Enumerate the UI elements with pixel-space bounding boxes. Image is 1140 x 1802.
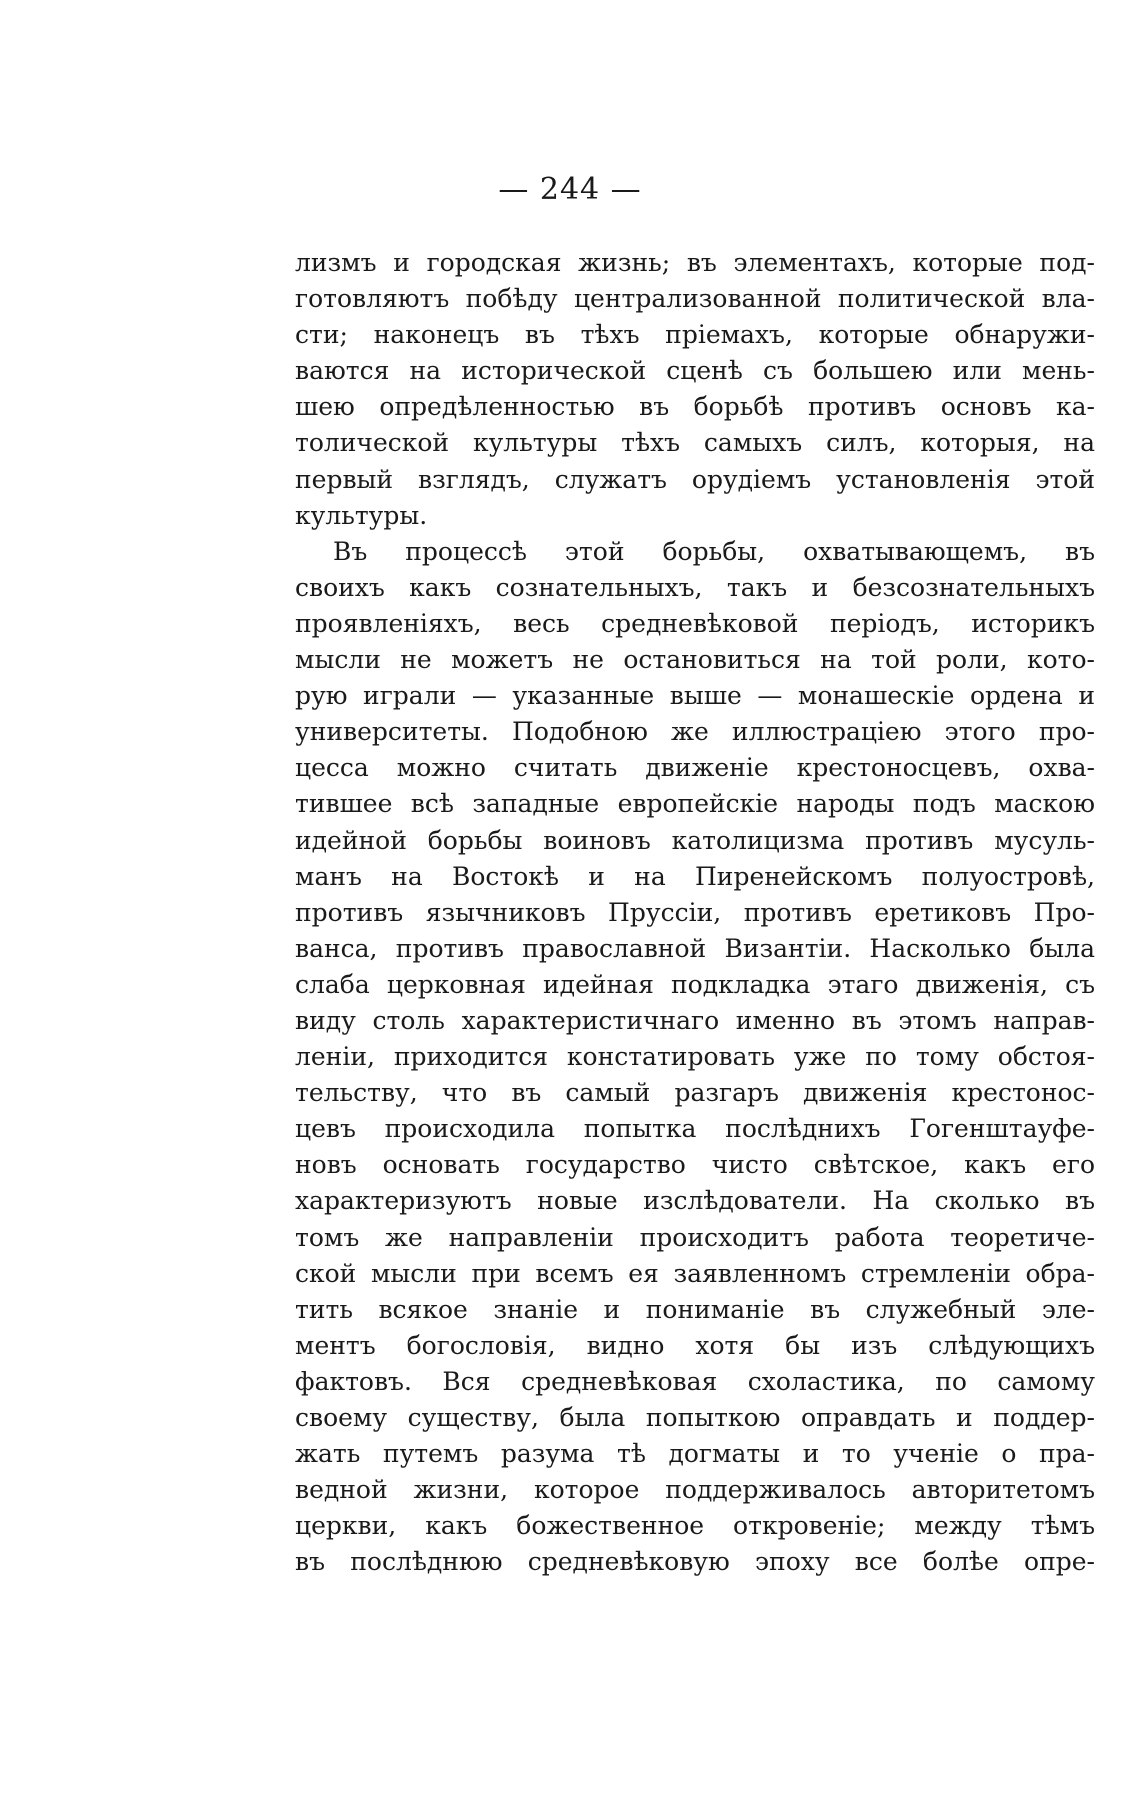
text-line: въ послѣднюю средневѣковую эпоху все болѣе опре- <box>295 1547 1095 1577</box>
text-line: цевъ происходила попытка послѣднихъ Гогенштауфе- <box>295 1114 1095 1144</box>
text-line: тельству, что въ самый разгаръ движенія крестонос- <box>295 1078 1095 1108</box>
text-line: виду столь характеристичнаго именно въ этомъ направ- <box>295 1005 1095 1035</box>
text-line: цесса можно считать движеніе крестоносцевъ, охва- <box>295 753 1095 783</box>
paragraph <box>295 534 1095 1581</box>
text-line: новъ основать государство чисто свѣтское, какъ его <box>295 1150 1095 1180</box>
text-line: мысли не можетъ не остановиться на той роли, кото- <box>295 645 1095 675</box>
text-line: лизмъ и городская жизнь; въ элементахъ, которые под- <box>295 248 1095 277</box>
text-line: ведной жизни, которое поддерживалось авторитетомъ <box>295 1475 1095 1505</box>
text-line: Въ процессѣ этой борьбы, охватывающемъ, въ <box>333 536 1095 566</box>
text-line: ской мысли при всемъ ея заявленномъ стремленіи обра- <box>295 1258 1095 1288</box>
body-text <box>295 245 1095 1580</box>
text-line: первый взглядъ, служатъ орудіемъ установленія этой <box>295 464 1095 494</box>
text-line: проявленіяхъ, весь средневѣковой періодъ, историкъ <box>295 608 1095 638</box>
text-line: томъ же направленіи происходитъ работа теоретиче- <box>295 1222 1095 1252</box>
text-line: фактовъ. Вся средневѣковая схоластика, по самому <box>295 1366 1095 1396</box>
page-number: — 244 — <box>498 172 642 207</box>
text-line: противъ язычниковъ Пруссіи, противъ еретиковъ Про- <box>295 897 1095 927</box>
text-line: сти; наконецъ въ тѣхъ пріемахъ, которые обнаружи- <box>295 320 1095 350</box>
text-line: культуры. <box>295 500 428 530</box>
text-line: ментъ богословія, видно хотя бы изъ слѣдующихъ <box>295 1330 1095 1360</box>
text-line: жать путемъ разума тѣ догматы и то ученіе о пра- <box>295 1439 1095 1469</box>
text-line: тившее всѣ западные европейскіе народы подъ маскою <box>295 789 1095 819</box>
text-line: своихъ какъ сознательныхъ, такъ и безсознательныхъ <box>295 572 1095 602</box>
text-line: манъ на Востокѣ и на Пиренейскомъ полуостровѣ, <box>295 861 1095 891</box>
text-line: церкви, какъ божественное откровеніе; между тѣмъ <box>295 1511 1095 1541</box>
text-line: своему существу, была попыткою оправдать и поддер- <box>295 1403 1095 1432</box>
text-line: рую играли — указанные выше — монашескіе ордена и <box>295 681 1095 711</box>
text-line: ваются на исторической сценѣ съ большею или мень- <box>295 356 1095 386</box>
text-line: характеризуютъ новые изслѣдователи. На сколько въ <box>295 1186 1095 1216</box>
text-line: толической культуры тѣхъ самыхъ силъ, которыя, на <box>295 428 1095 458</box>
text-line: ванса, противъ православной Византіи. Насколько была <box>295 933 1095 963</box>
text-line: слаба церковная идейная подкладка этаго движенія, съ <box>295 969 1095 999</box>
text-line: университеты. Подобною же иллюстраціею этого про- <box>295 717 1095 747</box>
text-line: тить всякое знаніе и пониманіе въ служебный эле- <box>295 1294 1095 1324</box>
text-line: идейной борьбы воиновъ католицизма противъ мусуль- <box>295 825 1095 855</box>
text-line: леніи, приходится констатировать уже по тому обстоя- <box>295 1042 1095 1072</box>
paragraph <box>295 245 1095 534</box>
text-line: готовляютъ побѣду централизованной политической вла- <box>295 284 1095 314</box>
text-line: шею опредѣленностью въ борьбѣ противъ основъ ка- <box>295 392 1095 422</box>
